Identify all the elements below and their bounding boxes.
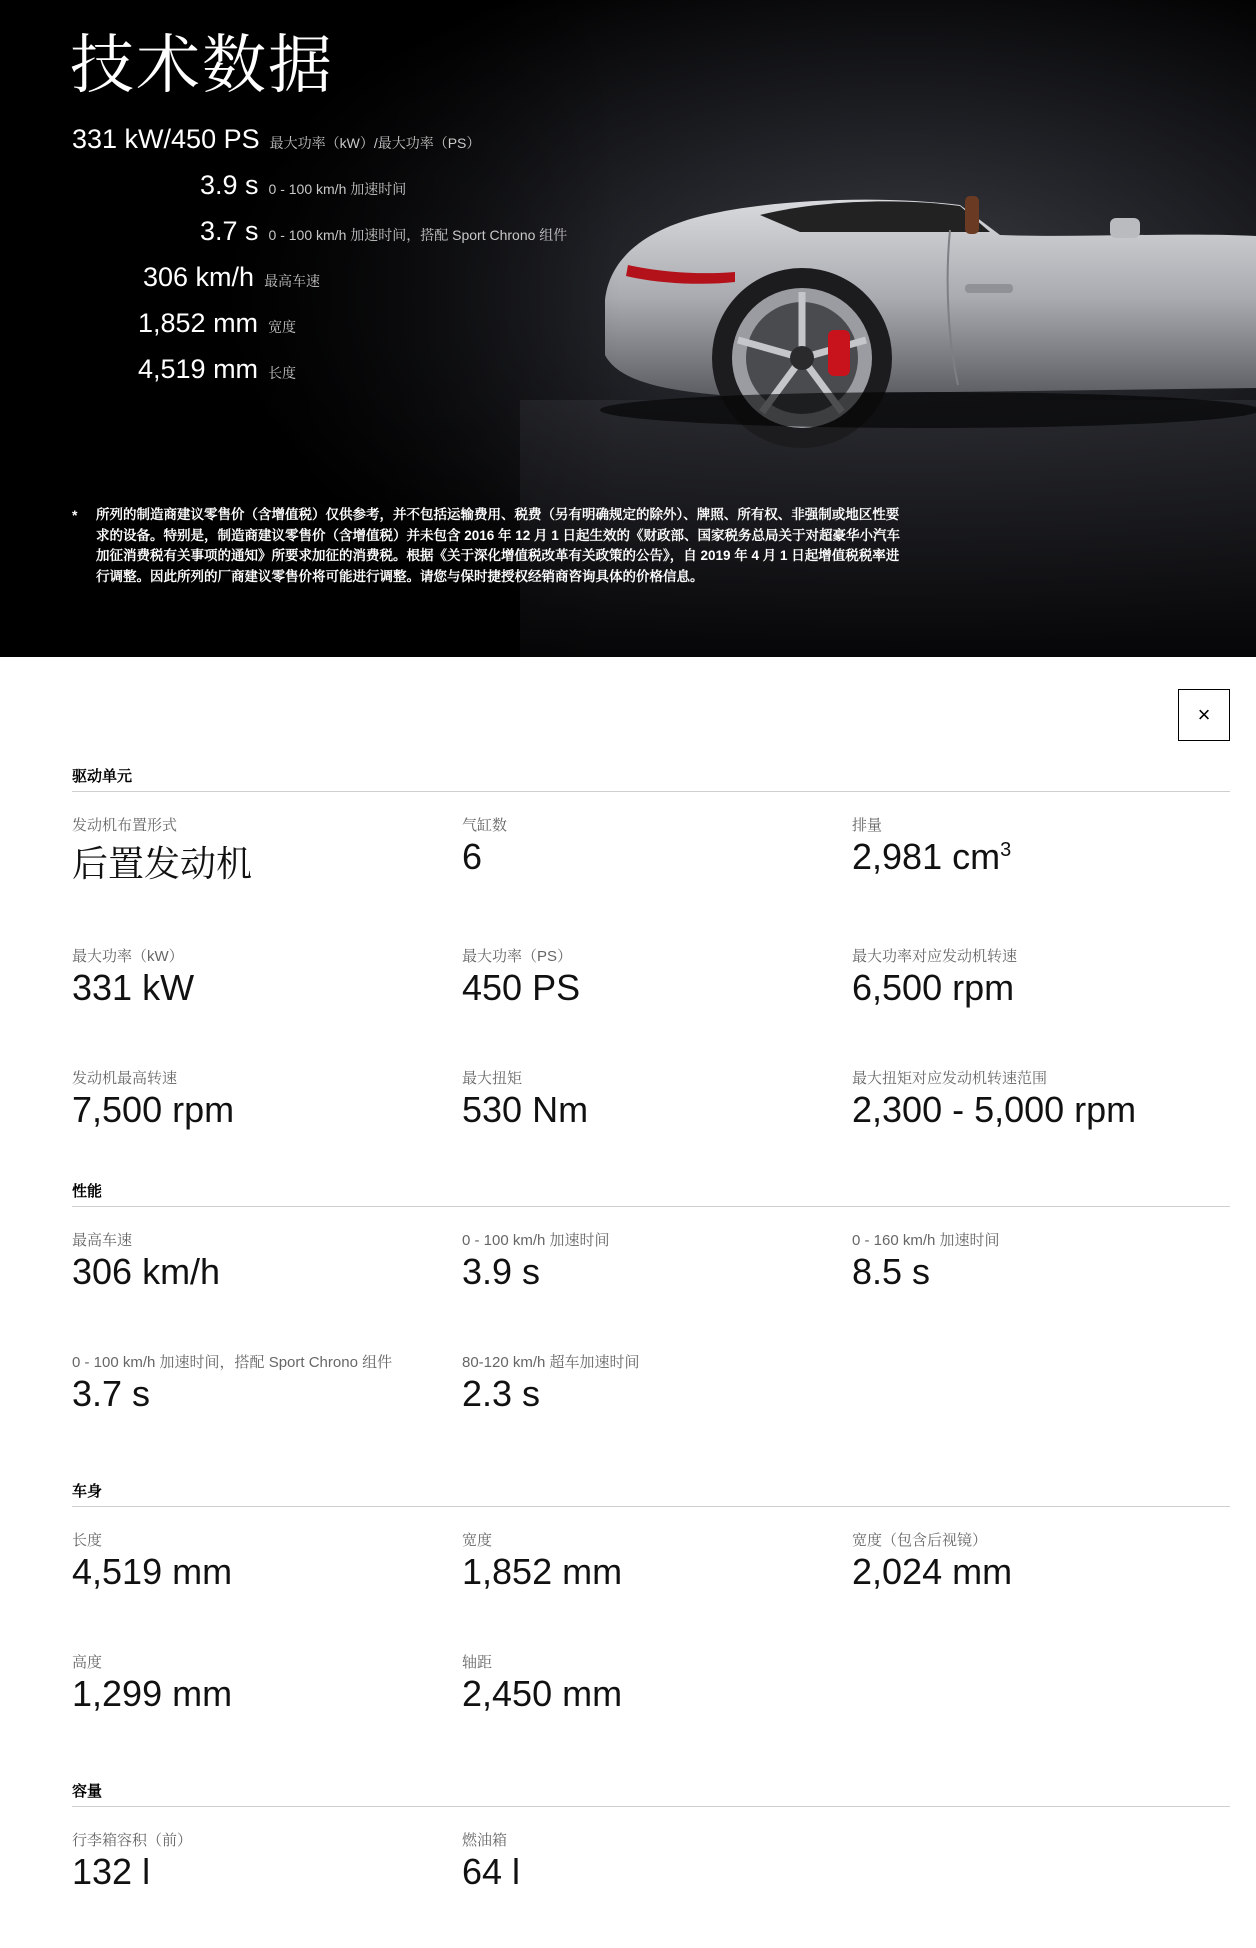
spec-label: 宽度 [462,1532,493,1549]
spec-fuel-tank [462,1829,852,1893]
spec-value: 331 kW/450 PS [72,124,260,154]
spec-value: 6 [462,836,483,877]
spec-value: 4,519 mm [72,1551,233,1592]
spec-value: 3.7 s [200,216,259,246]
hero-spec-acceleration [200,170,406,201]
footnote-marker: * [72,507,78,523]
section-capacity [72,1780,1230,1893]
hero-spec-acceleration-sport-chrono [200,216,567,247]
spec-label: 发动机最高转速 [72,1070,178,1087]
spec-label: 长度 [268,365,297,381]
section-performance [72,1180,1230,1415]
spec-engine-layout [72,814,462,887]
spec-value: 3.9 s [462,1251,541,1292]
spec-label: 最大扭矩对应发动机转速范围 [852,1070,1048,1087]
spec-value: 3.9 s [200,170,259,200]
spec-label: 最高车速 [72,1232,133,1249]
spec-length [72,1529,462,1593]
spec-displacement [852,814,1230,887]
section-drive-unit [72,765,1230,1131]
spec-label: 高度 [72,1654,103,1671]
spec-value: 3.7 s [72,1373,151,1414]
spec-value: 1,852 mm [462,1551,623,1592]
spec-value: 306 km/h [143,262,255,292]
spec-power-kw [72,945,462,1009]
spec-value: 后置发动机 [72,843,253,884]
spec-value: 64 l [462,1851,521,1892]
spec-max-rpm [72,1067,462,1131]
spec-width-mirrors [852,1529,1230,1593]
close-button[interactable] [1178,689,1230,741]
spec-label: 最大功率（PS） [462,948,573,965]
spec-label: 燃油箱 [462,1832,508,1849]
spec-top-speed [72,1229,462,1293]
spec-torque-rpm-range [852,1067,1230,1131]
hero-spec-length [138,354,296,385]
spec-label: 0 - 100 km/h 加速时间，搭配 Sport Chrono 组件 [268,227,568,243]
spec-front-luggage [72,1829,462,1893]
spec-label: 行李箱容积（前） [72,1832,193,1849]
section-title: 车身 [72,1480,1230,1507]
spec-label: 0 - 100 km/h 加速时间 [268,181,407,197]
spec-value: 2,450 mm [462,1673,623,1714]
hero-spec-width [138,308,296,339]
spec-value: 306 km/h [72,1251,221,1292]
hero-spec-top-speed [143,262,320,293]
spec-label: 宽度（包含后视镜） [852,1532,988,1549]
spec-0-160 [852,1229,1230,1293]
spec-label: 80-120 km/h 超车加速时间 [462,1354,640,1371]
close-icon: × [1197,702,1211,727]
spec-label: 排量 [852,817,883,834]
spec-value: 7,500 rpm [72,1089,235,1130]
spec-value [852,836,1230,878]
spec-80-120 [462,1351,852,1415]
spec-label: 宽度 [268,319,297,335]
spec-value: 2,300 - 5,000 rpm [852,1089,1137,1130]
spec-grid [72,1229,1230,1415]
page-title: 技术数据 [70,29,334,101]
spec-power-rpm [852,945,1230,1009]
spec-value: 1,299 mm [72,1673,233,1714]
hero-spec-power [72,124,480,155]
spec-width [462,1529,852,1593]
spec-grid [72,1529,1230,1715]
spec-value: 8.5 s [852,1251,931,1292]
spec-wheelbase [462,1651,852,1715]
spec-value: 6,500 rpm [852,967,1015,1008]
spec-label: 轴距 [462,1654,493,1671]
spec-grid [72,1829,1230,1893]
spec-label: 0 - 100 km/h 加速时间 [462,1232,610,1249]
spec-label: 最大功率对应发动机转速 [852,948,1018,965]
spec-value: 2.3 s [462,1373,541,1414]
spec-value: 450 PS [462,967,581,1008]
disclaimer-text: 所列的制造商建议零售价（含增值税）仅供参考，并不包括运输费用、税费（另有明确规定的除外）、牌照、所有权、非强制或地区性要求的设备。特别是，制造商建议零售价（含增值税）并未包含 2016 年 12 月 1 日起生效的《财政部、国家税务总局关于对超豪华小汽车加征消费税有关事项的通知》所要求加征的消费税。根据《关于深化增值税改革有关政策的公告》，自 2019 年 4 月 1 日起增值税税率进行调整。因此所列的厂商建议零售价将可能进行调整。请您与保时捷授权经销商咨询具体的价格信息。 [96,507,901,584]
spec-value: 1,852 mm [138,308,259,338]
spec-cylinders [462,814,852,887]
spec-label: 最大扭矩 [462,1070,523,1087]
spec-grid [72,814,1230,1131]
spec-power-ps [462,945,852,1009]
spec-label: 发动机布置形式 [72,817,178,834]
section-title: 性能 [72,1180,1230,1207]
spec-0-100-sport-chrono [72,1351,462,1415]
spec-0-100 [462,1229,852,1293]
section-body [72,1480,1230,1715]
spec-label: 0 - 160 km/h 加速时间 [852,1232,1000,1249]
spec-value: 331 kW [72,967,195,1008]
spec-label: 最大功率（kW）/最大功率（PS） [269,135,481,151]
spec-value: 4,519 mm [138,354,259,384]
spec-label: 长度 [72,1532,103,1549]
unit-superscript: 3 [1000,839,1012,861]
section-title: 驱动单元 [72,765,1230,792]
spec-label: 最高车速 [264,273,321,289]
spec-label: 0 - 100 km/h 加速时间，搭配 Sport Chrono 组件 [72,1354,393,1371]
spec-label: 气缸数 [462,817,508,834]
spec-value: 530 Nm [462,1089,589,1130]
spec-height [72,1651,462,1715]
spec-label: 最大功率（kW） [72,948,184,965]
price-disclaimer [72,505,902,587]
hero-banner [0,0,1256,657]
spec-value: 132 l [72,1851,151,1892]
section-title: 容量 [72,1780,1230,1807]
spec-value: 2,024 mm [852,1551,1013,1592]
spec-torque [462,1067,852,1131]
spec-value-number: 2,981 cm [852,836,1001,877]
